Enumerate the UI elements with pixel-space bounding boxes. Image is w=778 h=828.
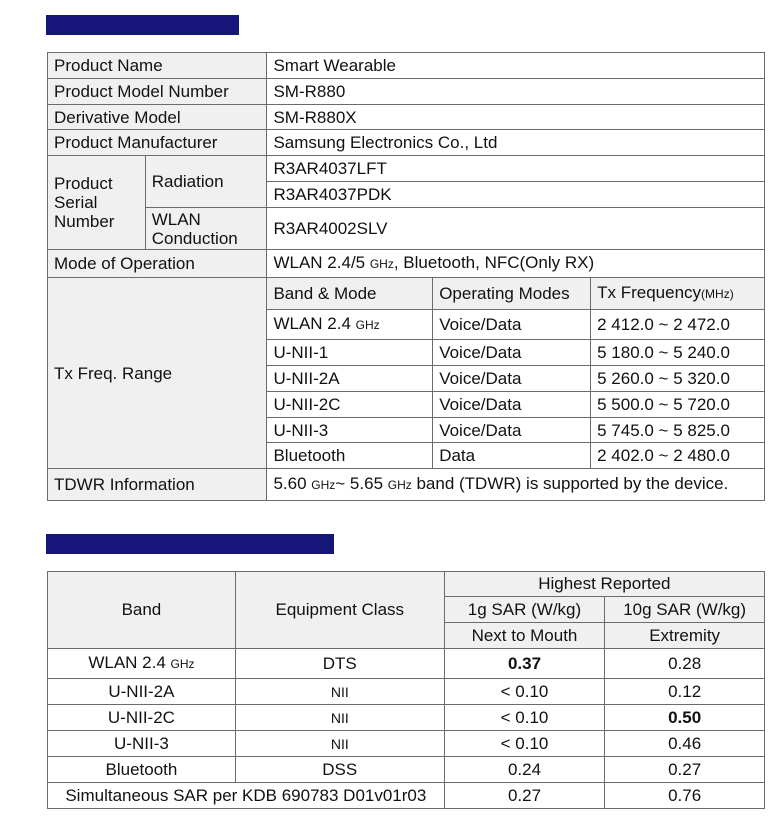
section-heading-sar-summary xyxy=(46,534,334,572)
table-row xyxy=(48,79,765,105)
header-10g-sar: 10g SAR (W/kg) xyxy=(605,597,765,623)
product-name-value: Smart Wearable xyxy=(267,53,765,79)
table-row xyxy=(48,130,765,156)
tx-modes: Voice/Data xyxy=(433,366,591,392)
mode-text: WLAN 2.4/5 xyxy=(273,253,370,272)
header-band: Band xyxy=(48,572,236,649)
table-row xyxy=(48,731,765,757)
sar-summary-table xyxy=(47,571,765,809)
serial-label-line: Product xyxy=(54,174,113,193)
sar-band-cell xyxy=(48,649,236,679)
tx-band-cell xyxy=(267,310,433,340)
tx-modes: Voice/Data xyxy=(433,340,591,366)
table-row xyxy=(48,53,765,79)
tdwr-label: TDWR Information xyxy=(48,469,267,501)
sar-band-unit: GHz xyxy=(170,657,195,671)
tx-freq-range-label: Tx Freq. Range xyxy=(48,278,267,469)
tx-header-modes: Operating Modes xyxy=(433,278,591,310)
tx-band: U-NII-2A xyxy=(267,366,433,392)
product-name-label: Product Name xyxy=(48,53,267,79)
section-heading-basic-description xyxy=(46,15,239,53)
section-title: Summary of SAR Test Results xyxy=(101,555,331,572)
mode-unit: GHz xyxy=(369,257,394,271)
tx-frequency: 2 402.0 ~ 2 480.0 xyxy=(591,443,765,469)
sar-band: WLAN 2.4 xyxy=(88,653,171,672)
sar-1g-value: 0.24 xyxy=(444,757,605,783)
tx-frequency: 5 500.0 ~ 5 720.0 xyxy=(591,392,765,418)
radiation-serial-1: R3AR4037LFT xyxy=(267,156,765,182)
sar-1g-value: 0.37 xyxy=(444,649,605,679)
tx-frequency: 2 412.0 ~ 2 472.0 xyxy=(591,310,765,340)
mode-of-operation-label: Mode of Operation xyxy=(48,250,267,278)
wlan-conduction-label xyxy=(145,208,267,250)
tx-band: U-NII-1 xyxy=(267,340,433,366)
sar-band: Bluetooth xyxy=(48,757,236,783)
tx-band-unit: GHz xyxy=(355,318,380,332)
sar-10g-value: 0.46 xyxy=(605,731,765,757)
tx-band: Bluetooth xyxy=(267,443,433,469)
derivative-model-value: SM-R880X xyxy=(267,105,765,130)
header-equipment-class: Equipment Class xyxy=(235,572,444,649)
header-next-to-mouth: Next to Mouth xyxy=(444,623,605,649)
mode-of-operation-value xyxy=(267,250,765,278)
manufacturer-value: Samsung Electronics Co., Ltd xyxy=(267,130,765,156)
tdwr-unit: GHz xyxy=(311,478,336,492)
tx-band: WLAN 2.4 xyxy=(273,314,356,333)
tdwr-text: ~ 5.65 xyxy=(335,474,388,493)
tdwr-unit: GHz xyxy=(387,478,412,492)
simultaneous-sar-label: Simultaneous SAR per KDB 690783 D01v01r03 xyxy=(48,783,445,809)
table-row xyxy=(48,705,765,731)
manufacturer-label: Product Manufacturer xyxy=(48,130,267,156)
tdwr-text: band (TDWR) is supported by the device. xyxy=(411,474,729,493)
tx-frequency: 5 180.0 ~ 5 240.0 xyxy=(591,340,765,366)
sar-band: U-NII-2A xyxy=(48,679,236,705)
header-extremity: Extremity xyxy=(605,623,765,649)
simultaneous-1g-value: 0.27 xyxy=(444,783,605,809)
tx-header-frequency xyxy=(591,278,765,310)
table-row xyxy=(48,250,765,278)
tx-band: U-NII-2C xyxy=(267,392,433,418)
radiation-label: Radiation xyxy=(145,156,267,208)
section-title: Basic description xyxy=(101,36,235,53)
section-number: 2.1 xyxy=(56,36,80,53)
serial-label-line: Serial xyxy=(54,193,98,212)
serial-label-line: Number xyxy=(54,212,115,231)
sar-equipment-class: NII xyxy=(235,731,444,757)
sar-band: U-NII-3 xyxy=(48,731,236,757)
table-row xyxy=(48,757,765,783)
sar-10g-value: 0.27 xyxy=(605,757,765,783)
basic-description-table xyxy=(47,52,765,501)
sar-band: U-NII-2C xyxy=(48,705,236,731)
sar-1g-value: < 0.10 xyxy=(444,705,605,731)
sar-10g-value: 0.12 xyxy=(605,679,765,705)
sar-equipment-class: DSS xyxy=(235,757,444,783)
sar-equipment-class: NII xyxy=(235,705,444,731)
sar-equipment-class: NII xyxy=(235,679,444,705)
header-1g-sar: 1g SAR (W/kg) xyxy=(444,597,605,623)
mode-text: , Bluetooth, NFC(Only RX) xyxy=(393,253,595,272)
tdwr-text: 5.60 xyxy=(273,474,312,493)
sar-10g-value: 0.50 xyxy=(605,705,765,731)
table-row xyxy=(48,156,765,182)
serial-number-label xyxy=(48,156,146,250)
tx-modes: Voice/Data xyxy=(433,418,591,443)
tx-frequency: 5 745.0 ~ 5 825.0 xyxy=(591,418,765,443)
tx-header-band: Band & Mode xyxy=(267,278,433,310)
sar-equipment-class: DTS xyxy=(235,649,444,679)
wlan-label-line: Conduction xyxy=(151,228,238,248)
table-row xyxy=(48,105,765,130)
sar-1g-value: < 0.10 xyxy=(444,679,605,705)
model-number-label: Product Model Number xyxy=(48,79,267,105)
table-row xyxy=(48,679,765,705)
sar-10g-value: 0.28 xyxy=(605,649,765,679)
radiation-serial-2: R3AR4037PDK xyxy=(267,182,765,208)
header-highest-reported: Highest Reported xyxy=(444,572,764,597)
tx-header-frequency-text: Tx Frequency xyxy=(597,283,702,302)
wlan-conduction-serial: R3AR4002SLV xyxy=(267,208,765,250)
table-row xyxy=(48,208,765,250)
tdwr-value xyxy=(267,469,765,501)
tx-frequency: 5 260.0 ~ 5 320.0 xyxy=(591,366,765,392)
simultaneous-10g-value: 0.76 xyxy=(605,783,765,809)
table-row xyxy=(48,469,765,501)
derivative-model-label: Derivative Model xyxy=(48,105,267,130)
table-row xyxy=(48,649,765,679)
tx-header-frequency-unit: (MHz) xyxy=(701,287,734,301)
tx-modes: Data xyxy=(433,443,591,469)
table-row xyxy=(48,572,765,597)
table-row xyxy=(48,783,765,809)
tx-band: U-NII-3 xyxy=(267,418,433,443)
tx-modes: Voice/Data xyxy=(433,310,591,340)
section-number: 2.2 xyxy=(56,555,80,572)
model-number-value: SM-R880 xyxy=(267,79,765,105)
sar-1g-value: < 0.10 xyxy=(444,731,605,757)
wlan-label-line: WLAN xyxy=(151,209,201,229)
tx-modes: Voice/Data xyxy=(433,392,591,418)
table-row xyxy=(48,278,765,310)
